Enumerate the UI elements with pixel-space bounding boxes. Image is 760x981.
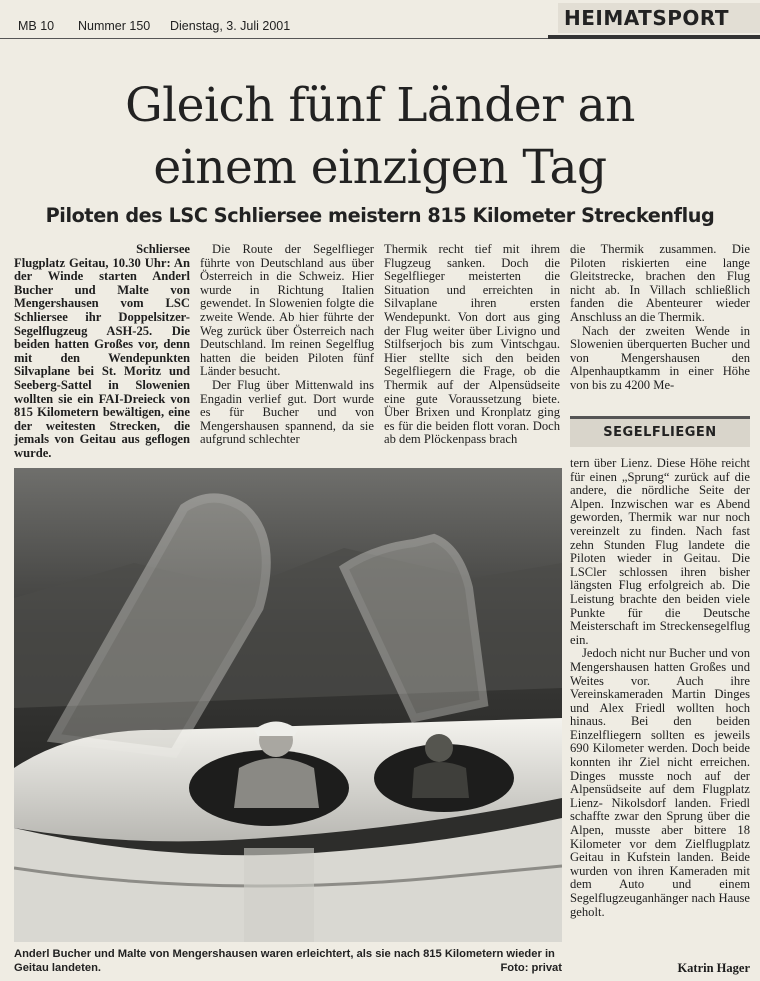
body-column-3 bbox=[384, 243, 560, 447]
headline-line-2: einem einzigen Tag bbox=[153, 140, 607, 195]
body-paragraph: Jedoch nicht nur Bucher und von Mengershausen hatten Großes und Weites vor. Auch ihre Vereinskameraden Martin Dinges und Alex Friedl wollten hoch hinaus. Bei den beiden Einzelfliegern sollten es jeweils 690 Kilometer werden. Doch beide konnten ihr Ziel nicht erreichen. Dinges musste noch auf der Alpensüdseite auf dem Flugplatz Lienz- Nikolsdorf landen. Friedl schaffte zwar den Sprung über die Alpen, musste aber bittere 18 Kilometer vor dem Zielflugplatz Geitau in Kufstein landen. Beide wurden von ihren Kameraden mit dem Auto und einem Segelflugzeuganhänger nach Hause geholt. bbox=[570, 646, 750, 919]
issue-number: Nummer 150 bbox=[78, 19, 151, 33]
body-paragraph: Der Flug über Mittenwald ins Engadin verlief gut. Dort wurde es für Bucher und von Mengershausen spannend, da sie aufgrund schlechter bbox=[200, 377, 374, 447]
author-byline: Katrin Hager bbox=[677, 961, 750, 975]
dateline: Schliersee bbox=[136, 242, 190, 256]
body-paragraph: tern über Lienz. Diese Höhe reicht für einen „Sprung“ zurück auf die andere, die nördliche Seite der Alpen. Inzwischen war es Abend geworden, Thermik war nur noch vereinzelt zu finden. Nach fast zehn Stunden Flug landete die Piloten wieder in Geitau. Die LSCler schlossen ihren bisher längsten Flug erfolgreich ab. Die Leistung brachte den beiden viele Punkte für die Deutsche Meisterschaft im Streckensegelflug ein. bbox=[570, 456, 750, 647]
issue-date: Dienstag, 3. Juli 2001 bbox=[170, 19, 291, 33]
section-title: HEIMATSPORT bbox=[558, 3, 760, 33]
glider-photo bbox=[14, 468, 562, 942]
section-rule bbox=[548, 35, 760, 39]
caption-text: Anderl Bucher und Malte von Mengershausen waren erleichtert, als sie nach 815 Kilometern wieder in Geitau landeten. bbox=[14, 948, 555, 974]
topic-box: SEGELFLIEGEN bbox=[570, 416, 750, 447]
body-paragraph: Nach der zweiten Wende in Slowenien überquerten Bucher und von Mengershausen den Alpenhauptkamm in einer Höhe von bis zu 4200 Me- bbox=[570, 323, 750, 392]
body-column-2 bbox=[200, 243, 374, 447]
body-paragraph: die Thermik zusammen. Die Piloten riskierten eine lange Gleitstrecke, brachen den Flug nicht ab. In Villach schließlich fanden die Abenteurer wieder Anschluss an die Thermik. bbox=[570, 242, 750, 324]
body-paragraph: Die Route der Segelflieger führte von Deutschland aus über Österreich in die Schweiz. Hier wurde in Richtung Italien gewendet. In Slowenien folgte die zweite Wende. Ab hier führte der Weg zurück über Österreich nach Deutschland. Im reinen Segelflug hatten die beiden Piloten fünf Länder besucht. bbox=[200, 242, 374, 379]
lead-paragraph bbox=[14, 243, 190, 461]
body-column-4-top bbox=[570, 243, 750, 393]
body-paragraph: Thermik recht tief mit ihrem Flugzeug sanken. Doch die Segelflieger meisterten die Situation und erreichten in Silvaplane ihren ersten Wendepunkt. Von dort aus ging der Flug weiter über Livigno und Stilfserjoch bis zum Vintschgau. Hier stellte sich den beiden Segelfliegern die Frage, ob die Thermik auf der Alpensüdseite eine gute Voraussetzung biete. Über Brixen und Kronplatz ging es für die beiden flott voran. Doch ab dem Plöckenpass brach bbox=[384, 242, 560, 447]
subheadline: Piloten des LSC Schliersee meistern 815 Kilometer Streckenflug bbox=[45, 204, 715, 227]
lead-text: Flugplatz Geitau, 10.30 Uhr: An der Winde starten Anderl Bucher und Malte von Mengershausen vom LSC Schliersee ihr Doppelsitzer-Segelflugzeug ASH-25. Die beiden hatten Großes vor, denn mit den Wendepunkten Silvaplane bei St. Moritz und Seeberg-Sattel in Slowenien wollten sie ein FAI-Dreieck von 815 Kilometern bewältigen, eine der weitesten Strecken, die jemals von Geitau aus geflogen wurde. bbox=[14, 255, 190, 460]
page-number: MB 10 bbox=[18, 19, 55, 33]
headline bbox=[0, 75, 760, 199]
photo-credit: Foto: privat bbox=[500, 962, 562, 974]
photo-caption bbox=[14, 947, 562, 975]
body-column-4-bottom bbox=[570, 457, 750, 919]
headline-line-1: Gleich fünf Länder an bbox=[125, 78, 635, 133]
